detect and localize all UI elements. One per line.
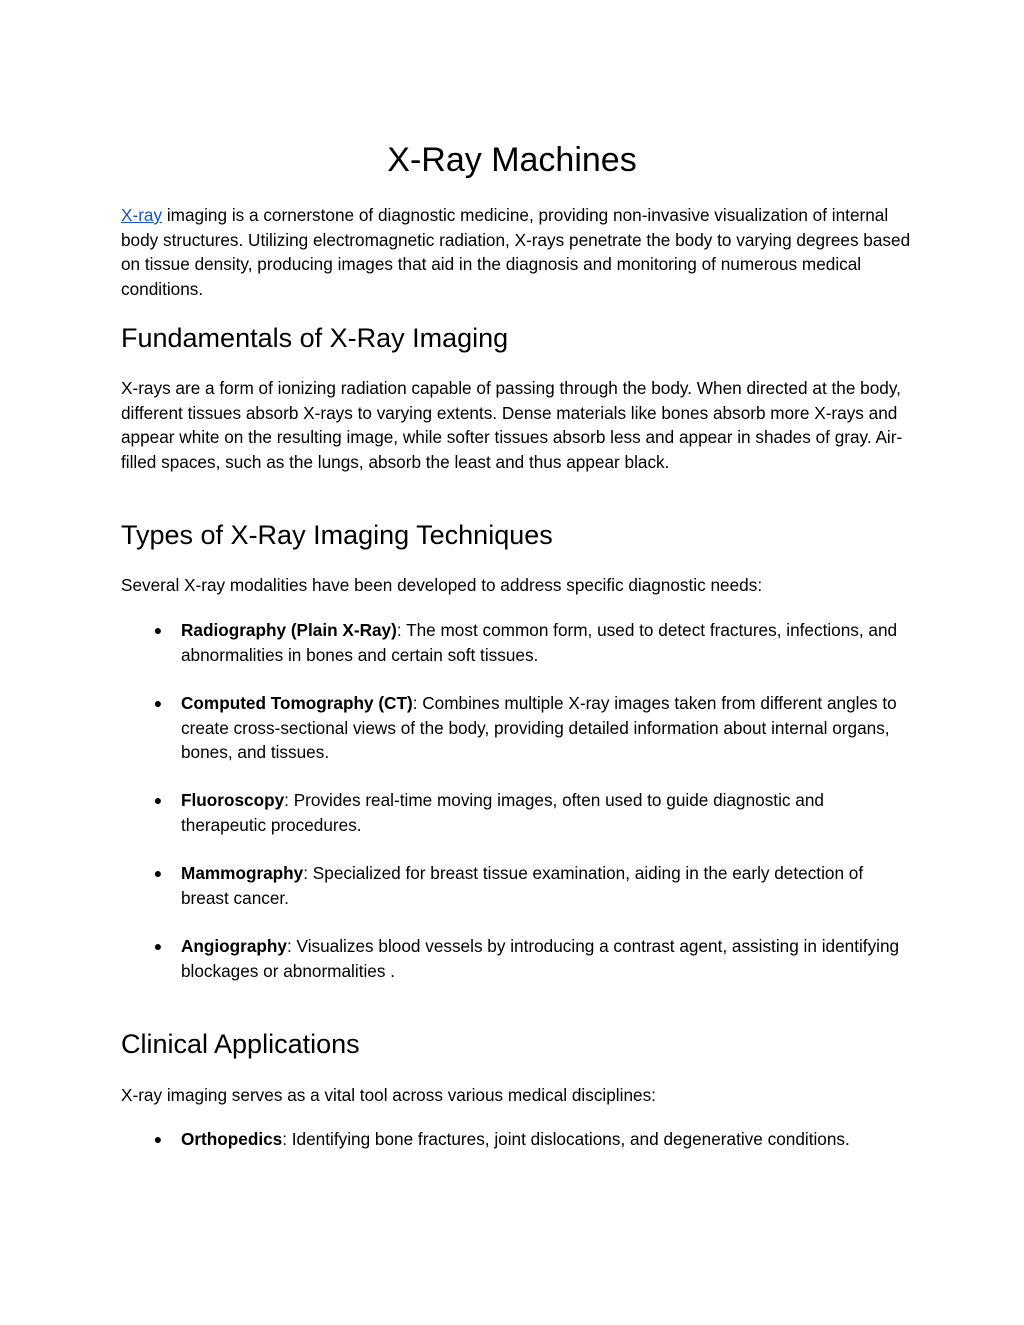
list-item-term: Orthopedics bbox=[181, 1129, 283, 1149]
types-intro: Several X-ray modalities have been developed to address specific diagnostic needs: bbox=[121, 575, 763, 595]
fundamentals-heading: Fundamentals of X-Ray Imaging bbox=[121, 323, 509, 353]
list-item-text bbox=[181, 691, 911, 765]
list-item-text bbox=[181, 1127, 911, 1152]
list-item-desc: : The most common form, used to detect fractures, infections, and abnormalities in bones and certain soft tissues. bbox=[181, 620, 898, 665]
clinical-intro: X-ray imaging serves as a vital tool across various medical disciplines: bbox=[121, 1085, 656, 1105]
list-item-term: Fluoroscopy bbox=[181, 790, 285, 810]
list-item-desc: : Provides real-time moving images, often used to guide diagnostic and therapeutic procedures. bbox=[181, 790, 824, 835]
bullet-icon: ● bbox=[153, 622, 163, 638]
list-item-text bbox=[181, 861, 911, 910]
x-ray-link[interactable]: X-ray bbox=[121, 205, 163, 225]
clinical-heading: Clinical Applications bbox=[121, 1029, 360, 1059]
types-heading: Types of X-Ray Imaging Techniques bbox=[121, 520, 553, 550]
bullet-icon: ● bbox=[153, 1131, 163, 1147]
fundamentals-paragraph: X-rays are a form of ionizing radiation capable of passing through the body. When directed at the body, different tissues absorb X-rays to varying extents. Dense materials like bones absorb more X-rays and appear white on the resulting image, while softer tissues absorb less and appear in shades of gray. Air-filled spaces, such as the lungs, absorb the least and thus appear black. bbox=[121, 378, 903, 472]
list-item-term: Angiography bbox=[181, 936, 287, 956]
list-item-text bbox=[181, 618, 911, 667]
bullet-icon: ● bbox=[153, 938, 163, 954]
page-title: X-Ray Machines bbox=[387, 141, 637, 179]
list-item-term: Computed Tomography (CT) bbox=[181, 693, 413, 713]
list-item-desc: : Identifying bone fractures, joint dislocations, and degenerative conditions. bbox=[282, 1129, 850, 1149]
list-item-text bbox=[181, 788, 911, 837]
intro-paragraph bbox=[121, 203, 911, 301]
list-item-desc: : Visualizes blood vessels by introducing a contrast agent, assisting in identifying blockages or abnormalities . bbox=[181, 936, 900, 981]
intro-text: imaging is a cornerstone of diagnostic medicine, providing non-invasive visualization of internal body structures. Utilizing electromagnetic radiation, X-rays penetrate the body to varying degrees based on tissue density, producing images that aid in the diagnosis and monitoring of numerous medical conditions. bbox=[121, 205, 911, 299]
list-item-desc: : Specialized for breast tissue examination, aiding in the early detection of breast cancer. bbox=[181, 863, 864, 908]
list-item-term: Mammography bbox=[181, 863, 304, 883]
list-item-desc: : Combines multiple X-ray images taken from different angles to create cross-sectional views of the body, providing detailed information about internal organs, bones, and tissues. bbox=[181, 693, 897, 762]
bullet-icon: ● bbox=[153, 792, 163, 808]
bullet-icon: ● bbox=[153, 865, 163, 881]
list-item-term: Radiography (Plain X-Ray) bbox=[181, 620, 397, 640]
list-item-text bbox=[181, 934, 911, 983]
bullet-icon: ● bbox=[153, 695, 163, 711]
